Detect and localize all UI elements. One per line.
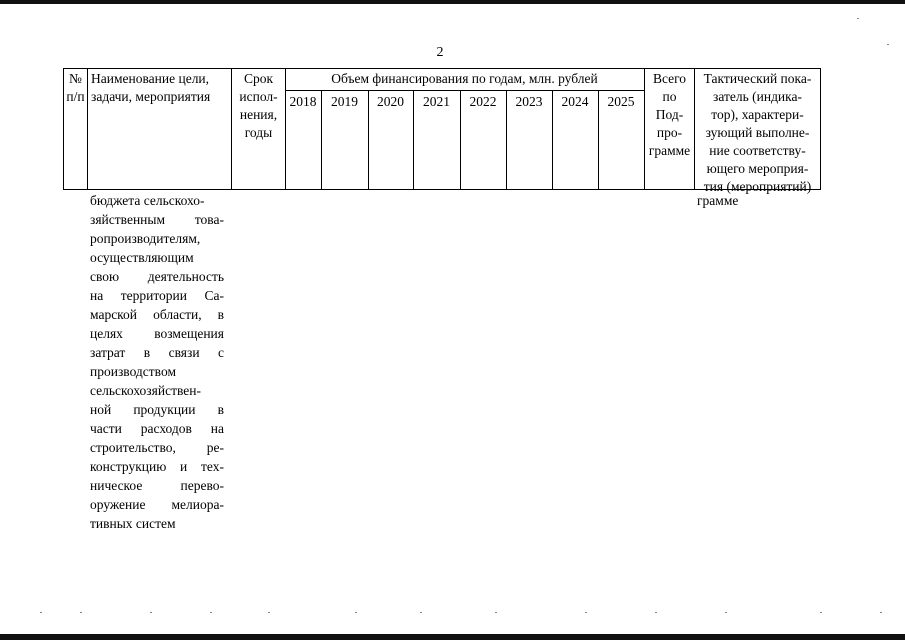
text-line: конструкцию и тех-	[90, 459, 224, 474]
year-cell: 2019	[331, 94, 358, 109]
header-indicator-line: ние соответству-	[709, 143, 806, 158]
text-line: оружение мелиора-	[90, 497, 224, 512]
text-line: бюджета сельскохо-	[90, 193, 205, 208]
text-line: тивных систем	[90, 516, 176, 531]
table-top-line	[63, 68, 820, 69]
text-line: целях возмещения	[90, 326, 224, 341]
text-line: свою деятельность	[90, 269, 224, 284]
year-cell: 2023	[515, 94, 543, 109]
bottom-border	[0, 634, 905, 640]
page-number: 2	[436, 45, 444, 60]
year-cell: 2020	[377, 94, 404, 109]
header-indicator	[694, 70, 821, 196]
header-number	[63, 70, 88, 106]
header-term	[231, 70, 286, 142]
text-line: осуществляющим	[90, 250, 194, 265]
header-term-line: годы	[244, 125, 273, 140]
year-cell: 2025	[607, 94, 635, 109]
header-indicator-line: тия (мероприятий)	[703, 179, 812, 194]
header-total-line: Всего	[652, 71, 687, 86]
header-term-line: нения,	[239, 107, 278, 122]
header-total-line: Под-	[655, 107, 684, 122]
header-number-line: №	[69, 71, 82, 86]
text-line: затрат в связи с	[90, 345, 224, 360]
top-border	[0, 0, 905, 4]
header-indicator-line: затель (индика-	[712, 89, 802, 104]
text-line: сельскохозяйствен-	[90, 383, 201, 398]
header-term-line: испол-	[239, 89, 278, 104]
header-indicator-line: тор), характери-	[711, 107, 804, 122]
header-number-line: п/п	[66, 89, 85, 104]
text-line: части расходов на	[90, 421, 224, 436]
header-name-line: задачи, мероприятия	[91, 89, 211, 104]
text-line: производством	[90, 364, 177, 379]
year-cell: 2024	[561, 94, 589, 109]
header-indicator-line: зующий выполне-	[705, 125, 810, 140]
year-cell: 2022	[469, 94, 497, 109]
header-term-line: Срок	[243, 71, 274, 86]
text-line: ническое перево-	[90, 478, 224, 493]
header-name	[91, 70, 231, 106]
header-name-line: Наименование цели,	[91, 71, 210, 86]
header-indicator-line: ющего мероприя-	[706, 161, 809, 176]
text-line: ной продукции в	[90, 402, 224, 417]
year-cell: 2021	[423, 94, 450, 109]
year-cell: 2018	[289, 94, 317, 109]
text-line: ропроизводителям,	[90, 231, 201, 246]
continuation-name-cell	[90, 191, 224, 533]
text-line: на территории Са-	[90, 288, 224, 303]
text-line: зяйственным това-	[90, 212, 224, 227]
text-line: марской области, в	[90, 307, 224, 322]
header-funding-title: Объем финансирования по годам, млн. рублей	[331, 71, 598, 86]
header-total-line: грамме	[648, 143, 691, 158]
header-total	[644, 70, 695, 160]
header-total-line: по	[662, 89, 677, 104]
header-total-line: про-	[656, 125, 683, 140]
continuation-indicator-cell: грамме	[697, 193, 739, 208]
text-line: строительство, ре-	[90, 440, 224, 455]
years-divider-line	[285, 90, 644, 91]
header-indicator-line: Тактический пока-	[703, 71, 812, 86]
